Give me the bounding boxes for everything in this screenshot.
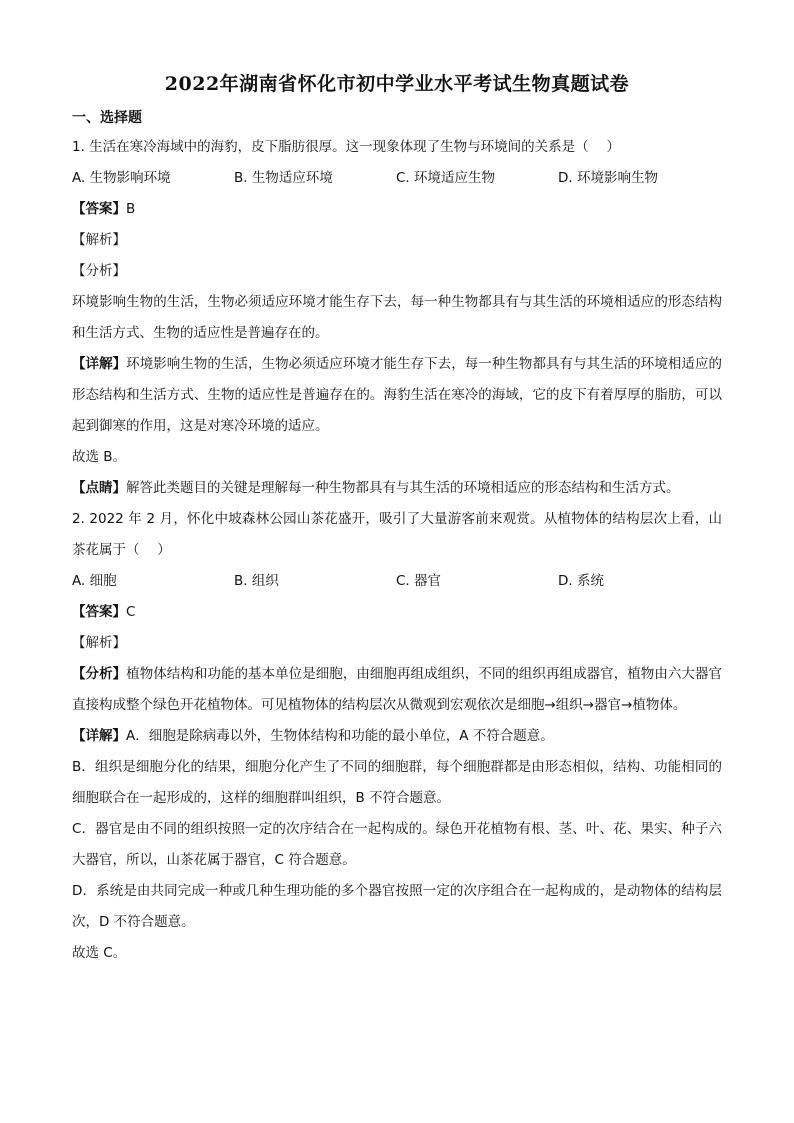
option-a: A. 生物影响环境 — [72, 170, 171, 186]
question-2 — [72, 504, 722, 969]
option-c: C. 环境适应生物 — [396, 170, 496, 186]
xiangjie-paragraph — [72, 721, 722, 752]
answer-value: B — [126, 201, 136, 217]
option-c: C. 器官 — [396, 573, 442, 589]
option-a: A. 细胞 — [72, 573, 117, 589]
conclusion: 故选 B。 — [72, 449, 127, 465]
fenxi-text: 植物体结构和功能的基本单位是细胞，由细胞再组成组织，不同的组织再组成器官，植物由六大器官直接构成整个绿色开花植物体。可见植物体的结构层次从微观到宏观依次是细胞→组织→器官→植物体。 — [72, 666, 723, 713]
xiangjie-text: 环境影响生物的生活，生物必须适应环境才能生存下去，每一种生物都具有与其生活的环境相适应的形态结构和生活方式、生物的适应性是普遍存在的。海豹生活在寒冷的海域，它的皮下有着厚厚的脂肪，可以起到御寒的作用，这是对寒冷环境的适应。 — [72, 356, 723, 434]
dianjing-text: 解答此类题目的关键是理解每一种生物都具有与其生活的环境相适应的形态结构和生活方式。 — [126, 480, 680, 496]
section-heading: 一、选择题 — [72, 110, 142, 126]
page-title: 2022年湖南省怀化市初中学业水平考试生物真题试卷 — [164, 73, 630, 95]
conclusion: 故选 C。 — [72, 945, 127, 961]
dianjing-paragraph — [72, 473, 722, 504]
answer-line — [72, 194, 722, 225]
detail-c: C．器官是由不同的组织按照一定的次序结合在一起构成的。绿色开花植物有根、茎、叶、花、果实、种子六大器官，所以，山茶花属于器官，C 符合题意。 — [72, 821, 722, 868]
dianjing-label: 【点睛】 — [72, 480, 126, 496]
fenxi-label: 【分析】 — [72, 666, 127, 682]
option-list — [72, 163, 722, 194]
xiangjie-label: 【详解】 — [72, 356, 127, 372]
question-1 — [72, 132, 722, 504]
analysis-label: 【解析】 — [72, 232, 126, 248]
fenxi-text: 环境影响生物的生活，生物必须适应环境才能生存下去，每一种生物都具有与其生活的环境相适应的形态结构和生活方式、生物的适应性是普遍存在的。 — [72, 294, 722, 341]
option-b: B. 生物适应环境 — [234, 170, 333, 186]
detail-d: D．系统是由共同完成一种或几种生理功能的多个器官按照一定的次序组合在一起构成的，是动物体的结构层次，D 不符合题意。 — [72, 883, 722, 930]
question-stem: 1. 生活在寒冷海域中的海豹，皮下脂肪很厚。这一现象体现了生物与环境间的关系是（ ） — [72, 139, 620, 155]
xiangjie-label: 【详解】 — [72, 728, 126, 744]
answer-label: 【答案】 — [72, 201, 126, 217]
detail-b: B．组织是细胞分化的结果，细胞分化产生了不同的细胞群，每个细胞群都是由形态相似，结构、功能相同的细胞联合在一起形成的，这样的细胞群叫组织，B 不符合题意。 — [72, 759, 722, 806]
xiangjie-text: A．细胞是除病毒以外，生物体结构和功能的最小单位，A 不符合题意。 — [126, 728, 554, 744]
question-stem: 2. 2022 年 2 月，怀化中坡森林公园山茶花盛开，吸引了大量游客前来观赏。从植物体的结构层次上看，山茶花属于（ ） — [72, 511, 722, 558]
answer-line — [72, 597, 722, 628]
option-d: D. 环境影响生物 — [558, 170, 658, 186]
fenxi-label: 【分析】 — [72, 263, 126, 279]
option-b: B. 组织 — [234, 573, 279, 589]
xiangjie-paragraph — [72, 349, 722, 442]
answer-value: C — [126, 604, 136, 620]
option-d: D. 系统 — [558, 573, 604, 589]
option-list — [72, 566, 722, 597]
analysis-label: 【解析】 — [72, 635, 126, 651]
fenxi-paragraph — [72, 659, 722, 721]
answer-label: 【答案】 — [72, 604, 126, 620]
